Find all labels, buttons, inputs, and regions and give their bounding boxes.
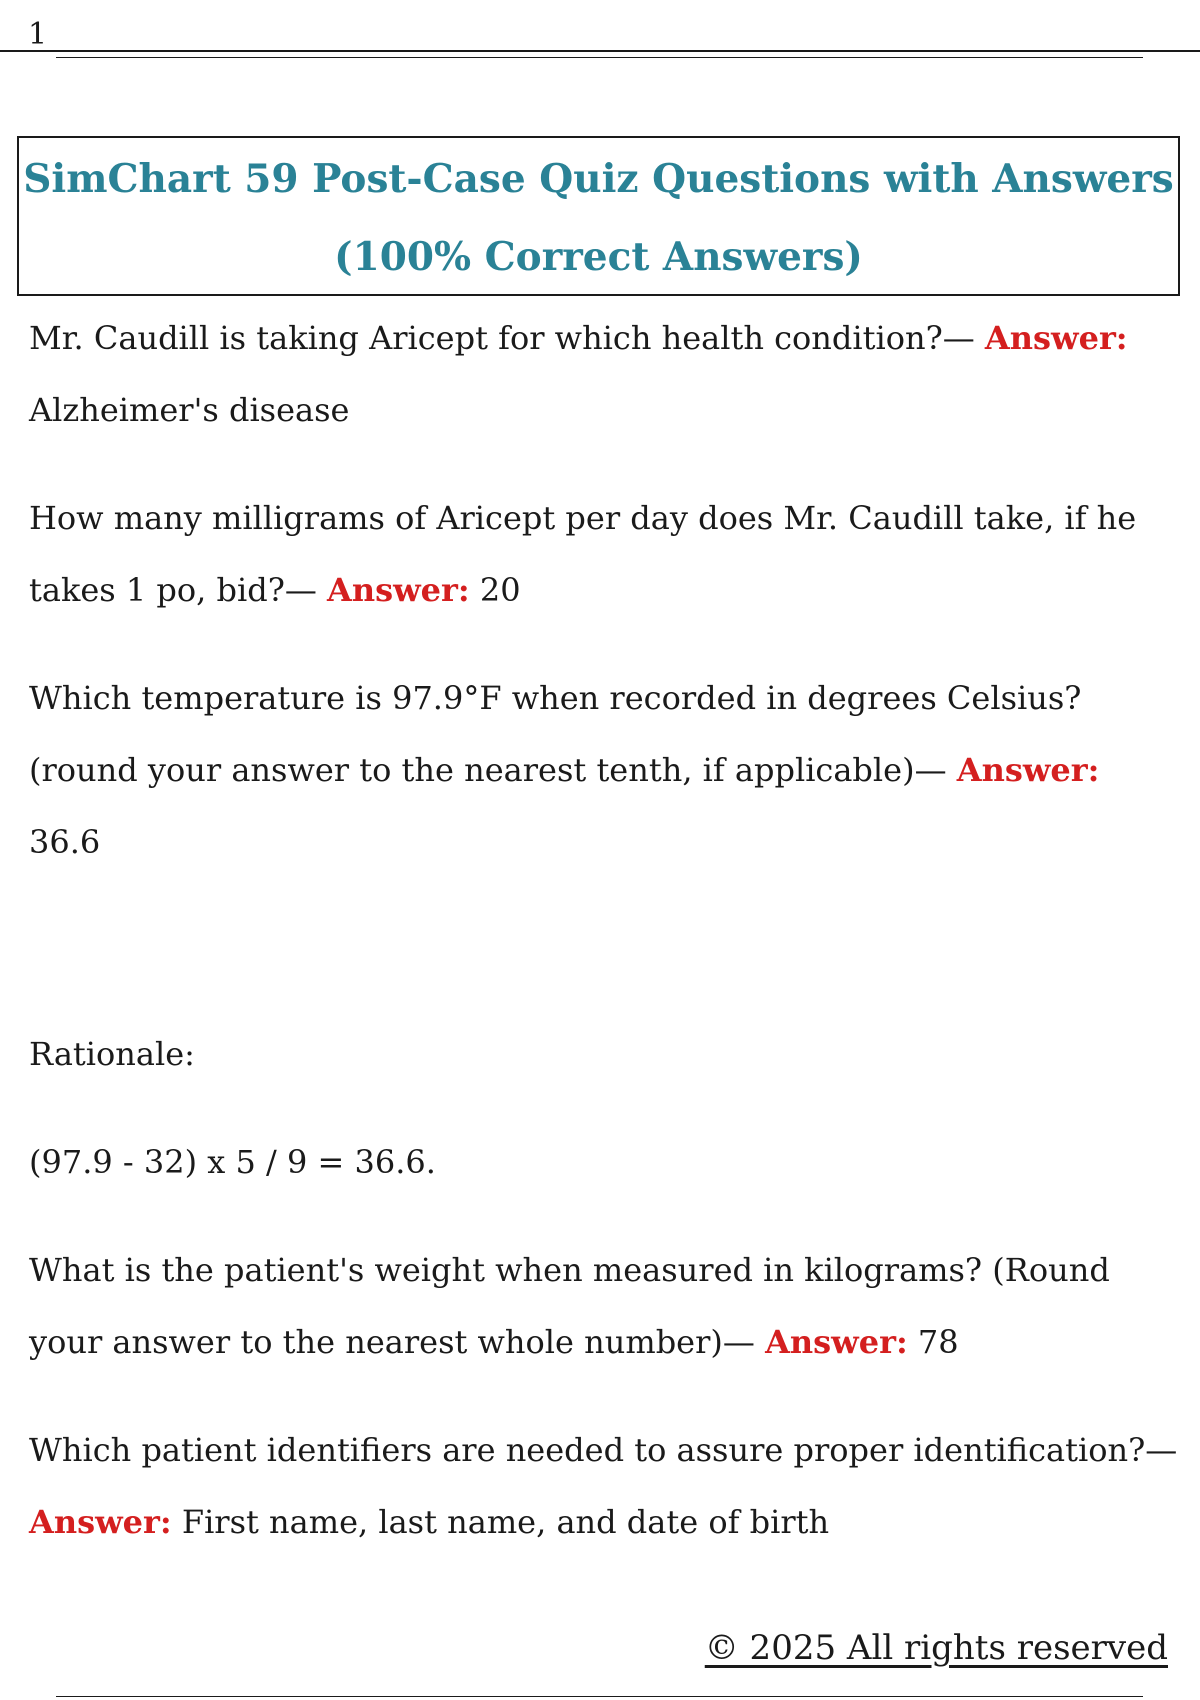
question-1: [29, 302, 1179, 446]
question-text-line: takes 1 po, bid?—: [29, 571, 328, 609]
question-5: [29, 1414, 1179, 1558]
page-number: 1: [28, 17, 48, 52]
answer-line: [29, 1486, 1179, 1558]
question-text: Which temperature is 97.9°F when recorded in degrees Celsius?: [29, 679, 1082, 717]
footer-rule: [56, 1696, 1143, 1697]
question-2: [29, 482, 1179, 626]
document-title-line-2: (100% Correct Answers): [334, 234, 863, 280]
answer-text: 36.6: [29, 823, 101, 861]
answer-label: Answer:: [956, 751, 1100, 789]
question-text-line: Mr. Caudill is taking Aricept for which health condition?—: [29, 319, 985, 357]
question-4: [29, 1234, 1179, 1378]
question-text: How many milligrams of Aricept per day does Mr. Caudill take, if he: [29, 499, 1137, 537]
header-rule-top: [0, 50, 1200, 52]
question-text-cont: [29, 554, 1179, 626]
answer-text: 78: [907, 1323, 959, 1361]
answer-label: Answer:: [765, 1323, 908, 1361]
question-text-line: your answer to the nearest whole number)—: [29, 1323, 766, 1361]
question-3: [29, 662, 1179, 878]
answer-text: First name, last name, and date of birth: [171, 1503, 830, 1541]
copyright-footer: © 2025 All rights reserved: [704, 1628, 1168, 1668]
question-text-line: (round your answer to the nearest tenth, if applicable)—: [29, 751, 957, 789]
question-text-cont: [29, 1306, 1179, 1378]
question-text: [29, 302, 1179, 374]
quiz-content: [29, 302, 1179, 1558]
answer-label: Answer:: [29, 1503, 172, 1541]
header-rule-bottom: [56, 57, 1143, 58]
question-text: Which patient identifiers are needed to assure proper identification?—: [29, 1431, 1178, 1469]
answer-label: Answer:: [327, 571, 470, 609]
question-text: What is the patient's weight when measured in kilograms? (Round: [29, 1251, 1110, 1289]
rationale-heading: Rationale:: [29, 1035, 195, 1073]
answer-text: Alzheimer's disease: [29, 391, 350, 429]
answer-text: 20: [469, 571, 521, 609]
rationale-section: [29, 1018, 1179, 1198]
answer-label: Answer:: [984, 319, 1128, 357]
question-text-cont: [29, 734, 1179, 878]
document-title-line-1: SimChart 59 Post-Case Quiz Questions with Answers: [23, 156, 1174, 202]
rationale-formula: (97.9 - 32) x 5 / 9 = 36.6.: [29, 1143, 436, 1181]
title-box: [17, 136, 1180, 296]
